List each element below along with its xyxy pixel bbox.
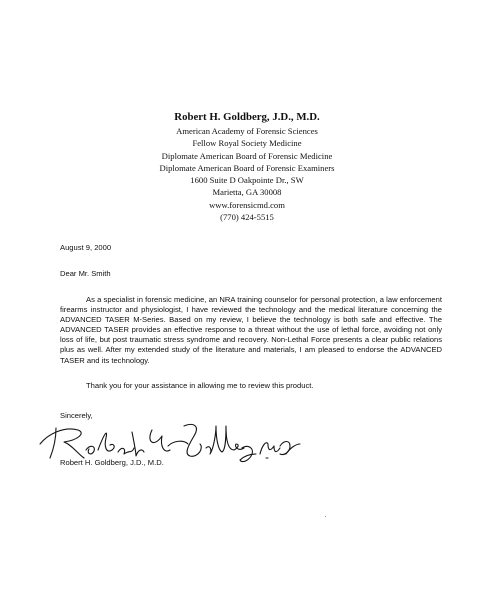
scan-speck xyxy=(325,516,326,517)
letterhead-line-city: Marietta, GA 30008 xyxy=(212,187,282,198)
letterhead-line-fellow: Fellow Royal Society Medicine xyxy=(192,138,302,149)
letterhead-line-website: www.forensicmd.com xyxy=(209,199,285,210)
letterhead-line-street-address: 1600 Suite D Oakpointe Dr., SW xyxy=(190,175,304,186)
letter-date: August 9, 2000 xyxy=(60,243,112,252)
body-paragraph: As a specialist in forensic medicine, an NRA training counselor for personal protection, a law enforcement firearms instructor and physiologist, I have reviewed the technology and the medical literature concerning the ADVANCED TASER M-Series. Based on my review, I believe the technology is both safe and effective. The ADVANCED TASER provides an effective response to a threat without the use of lethal force, avoiding not only loss of life, but post traumatic stress syndrome and recovery. Non-Lethal Force presents a clear public relations plus as well. After my extended study of the literature and materials, I am pleased to endorse the ADVANCED TASER and its technology. xyxy=(60,295,442,365)
letterhead-line-academy: American Academy of Forensic Sciences xyxy=(176,126,318,136)
letterhead xyxy=(0,110,494,223)
letterhead-line-phone: (770) 424-5515 xyxy=(220,212,274,223)
signed-name: Robert H. Goldberg, J.D., M.D. xyxy=(60,458,164,467)
letterhead-line-diplomate-medicine: Diplomate American Board of Forensic Medicine xyxy=(161,150,333,161)
closing: Sincerely, xyxy=(60,411,93,420)
salutation: Dear Mr. Smith xyxy=(60,269,111,278)
letterhead-line-diplomate-examiners: Diplomate American Board of Forensic Examiners xyxy=(159,162,335,173)
thanks-line: Thank you for your assistance in allowing me to review this product. xyxy=(86,381,314,390)
letterhead-name: Robert H. Goldberg, J.D., M.D. xyxy=(174,111,320,123)
